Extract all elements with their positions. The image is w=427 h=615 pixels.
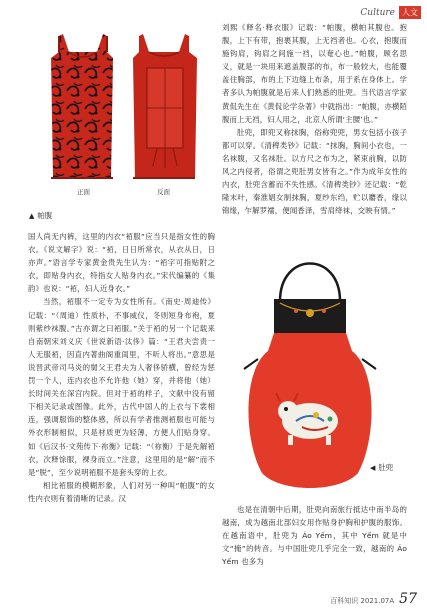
caption-dudou xyxy=(370,462,393,473)
page-footer xyxy=(330,591,417,607)
pafu-figure xyxy=(29,28,215,201)
paragraph: 肚兜，即兜又称抹胸，俗称兜兜，男女包括小孩子都可以穿。《清稗类钞》记载：“抹胸，胸间小衣也，一名袜腹，又名袜肚。以方尺之布为之，紧束前胸，以防风之内侵者，俗谓之兜肚男女皆有之。”作为成年女性的内衣，肚兜含蓄而不失性感。《清稗类钞》还记载：“乾隆末叶，秦淮娼女制抹胸，夏纱东绉，贮以麝香，缘以锦缘，乍解罗襦，便闻香泽，雪肩绛袜，交映有情。” xyxy=(222,127,407,216)
caption-pafu-text: 帕腹 xyxy=(37,211,53,220)
paragraph: 也是在清朝中后期，肚兜向南旅行抵达中南半岛的越南，成为越南北部妇女用作贴身护胸和护腹的服饰。在越南语中，肚兜为 Áo Yếm，其中 Yếm 就是中文“掩”的转音。与中国肚兜几乎完全一致，越南的 Áo Yếm 也多为 xyxy=(222,505,407,567)
pafu-front-garment xyxy=(51,34,113,178)
dudou-illustration xyxy=(240,241,380,499)
section-label-cn: 人文 xyxy=(399,6,421,19)
journal-info: 百科知识 2021.07A xyxy=(330,597,395,605)
pafu-illustration xyxy=(29,28,215,201)
caption-pafu xyxy=(29,210,52,221)
triangle-left-icon: ◀ xyxy=(370,463,376,472)
triangle-up-icon: ▲ xyxy=(29,211,35,220)
right-column-bottom xyxy=(222,503,407,568)
section-label-en: Culture xyxy=(360,7,395,18)
pafu-back-garment xyxy=(133,34,197,178)
paragraph: 当然，袹服不一定专为女性所有。《南史·周迪传》记载：“（周迪）性质朴，不事威仪，冬则短身布袍，夏则紫纱袜腹。”古亦谓之曰袹服。”关于袹的另一个记载来自南朝宋刘义庆《世说新语·汰侈》篇：“王君夫尝责一人无服袹，因直内著曲阁重闺里，不听人将出。”意思是说晋武帝司马炎的舅父王君夫为人奢侈骄横，曾经为惩罚一个人，连内衣也不允许他（她）穿，并将他（她）长时间关在深宫内院。但对于袹的样子，文献中没有留下相关记录或图像。此外，古代中国人的上衣与下裳相连，强调服饰的整体感，所以有学者推测袹服也可能与外衣形制相似，只是材质更为轻薄，方便人们贴身穿。如《后汉书·文苑传下·祢衡》记载：“（祢衡）于是先解袹衣，次释馀服，裸身而立。”注意，这里用的是“解”而不是“脱”，至少说明袹服不是套头穿的上衣。 xyxy=(28,297,215,477)
label-back: 反面 xyxy=(157,188,170,196)
section-header xyxy=(360,6,421,19)
left-column xyxy=(28,230,215,505)
dudou-figure xyxy=(240,241,380,499)
right-column-top xyxy=(222,21,407,217)
page-number: 57 xyxy=(399,591,417,607)
paragraph: 国人尚无内裤，这里的内衣“袹服”应当只是指女性的胸衣。《说文解字》说：“袹，日日所常衣，从衣从日，日亦声。”语言学专家黄金贵先生认为：“袹字可指贴附之衣，即贴身内衣，特指女人贴身内衣。”宋代编纂的《集韵》也说：“袹，妇人近身衣。” xyxy=(28,232,215,294)
caption-dudou-text: 肚兜 xyxy=(378,463,394,472)
paragraph: 相比袹服的模糊形象，人们对另一种叫“帕腹”的女性内衣则有着清晰的记录。汉 xyxy=(28,480,215,503)
paragraph: 刘熙《释名·释衣服》记载：“帕腹，横帕其腹也。抱腹，上下有带，抱裹其腹，上无裆者也。心衣，抱腹而施钩肩，钩肩之间施一裆，以奄心也。”帕腹，顾名思义，就是一块用来遮盖腹部的布，布一般较大，也能覆盖住胸部，布的上下边缝上布条，用于系在身体上。学者多认为帕腹就是后来人们熟悉的肚兜。当代语言学家黄侃先生在《黄侃论学杂著》中就指出：“帕腹，亦横陌腹而上无裆，妇人用之，北京人所谓‘主腰’也。” xyxy=(222,23,407,124)
label-front: 正面 xyxy=(77,188,90,196)
